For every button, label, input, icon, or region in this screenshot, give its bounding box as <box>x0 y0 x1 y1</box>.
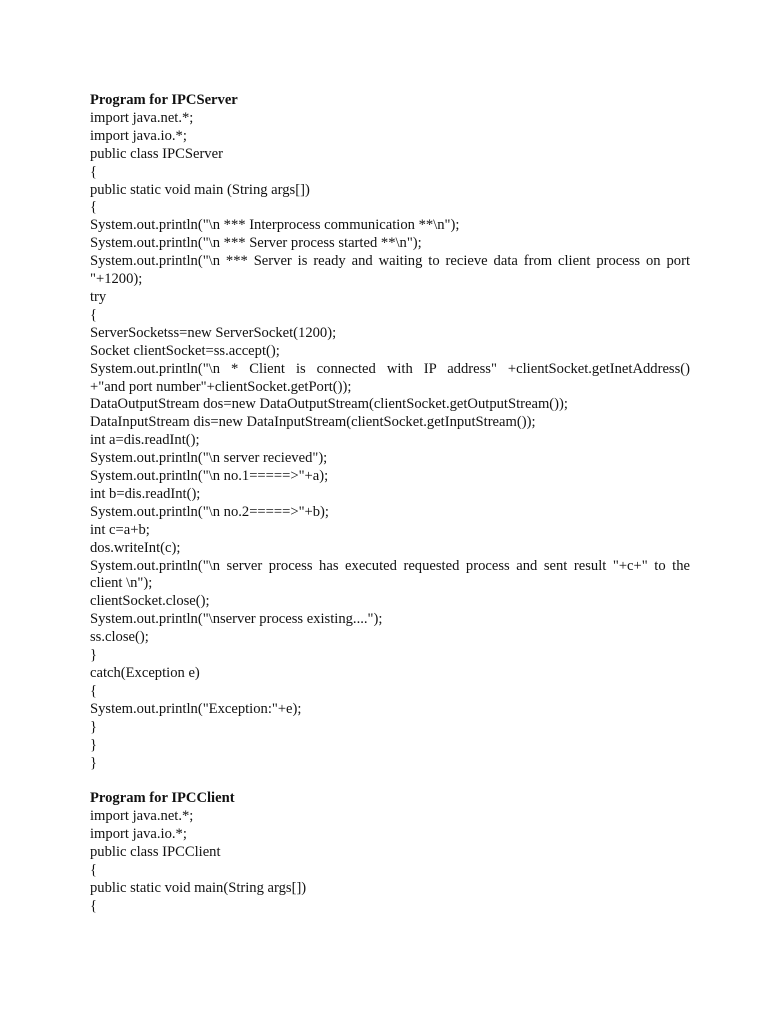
code-line: dos.writeInt(c); <box>90 539 181 556</box>
code-line: public class IPCServer <box>90 145 223 162</box>
ipcclient-section <box>90 790 690 915</box>
code-line: { <box>90 199 98 216</box>
code-line: System.out.println("\n server recieved"); <box>90 450 328 467</box>
code-line: System.out.println("Exception:"+e); <box>90 700 302 717</box>
code-line: System.out.println("\n * Client is connected with IP address" +clientSocket.getInetAddress() <box>90 360 690 377</box>
code-line: import java.io.*; <box>90 127 187 144</box>
code-line: } <box>90 736 98 753</box>
code-line: { <box>90 163 98 180</box>
code-line: { <box>90 861 98 878</box>
ipcserver-section <box>90 92 690 772</box>
code-line: System.out.println("\n server process has executed requested process and sent result "+c+" to the <box>90 557 690 574</box>
code-line: public static void main(String args[]) <box>90 879 307 896</box>
code-line: { <box>90 306 98 323</box>
code-line: System.out.println("\n *** Interprocess communication **\n"); <box>90 217 460 234</box>
code-line: } <box>90 718 98 735</box>
code-line: ServerSocketss=new ServerSocket(1200); <box>90 324 337 341</box>
code-line: import java.net.*; <box>90 109 194 126</box>
code-line: catch(Exception e) <box>90 665 200 681</box>
code-line: public static void main (String args[]) <box>90 181 310 198</box>
code-line: System.out.println("\n *** Server is ready and waiting to recieve data from client process on port <box>90 253 690 270</box>
code-line: +"and port number"+clientSocket.getPort()); <box>90 378 352 395</box>
code-line: import java.io.*; <box>90 826 187 843</box>
code-line: DataInputStream dis=new DataInputStream(clientSocket.getInputStream()); <box>90 414 536 431</box>
code-line: int c=a+b; <box>90 521 150 538</box>
document-page <box>90 92 690 916</box>
code-line: client \n"); <box>90 575 153 592</box>
code-line: ss.close(); <box>90 629 149 646</box>
code-line: System.out.println("\n *** Server process started **\n"); <box>90 235 422 252</box>
code-line: int b=dis.readInt(); <box>90 485 201 502</box>
code-line: clientSocket.close(); <box>90 593 210 610</box>
code-line: import java.net.*; <box>90 808 194 825</box>
code-line: Socket clientSocket=ss.accept(); <box>90 342 280 359</box>
code-line: public class IPCClient <box>90 844 221 861</box>
section-heading: Program for IPCClient <box>90 790 235 807</box>
code-line: } <box>90 754 98 771</box>
code-line: DataOutputStream dos=new DataOutputStream(clientSocket.getOutputStream()); <box>90 396 568 413</box>
code-line: System.out.println("\nserver process existing...."); <box>90 611 383 628</box>
code-line: } <box>90 647 98 664</box>
code-line: { <box>90 897 98 914</box>
code-line: System.out.println("\n no.2=====>"+b); <box>90 503 329 520</box>
code-line: { <box>90 682 98 699</box>
code-line: try <box>90 288 107 305</box>
code-line: int a=dis.readInt(); <box>90 432 200 449</box>
code-line: System.out.println("\n no.1=====>"+a); <box>90 468 329 485</box>
section-heading: Program for IPCServer <box>90 92 238 108</box>
code-line: "+1200); <box>90 271 143 288</box>
